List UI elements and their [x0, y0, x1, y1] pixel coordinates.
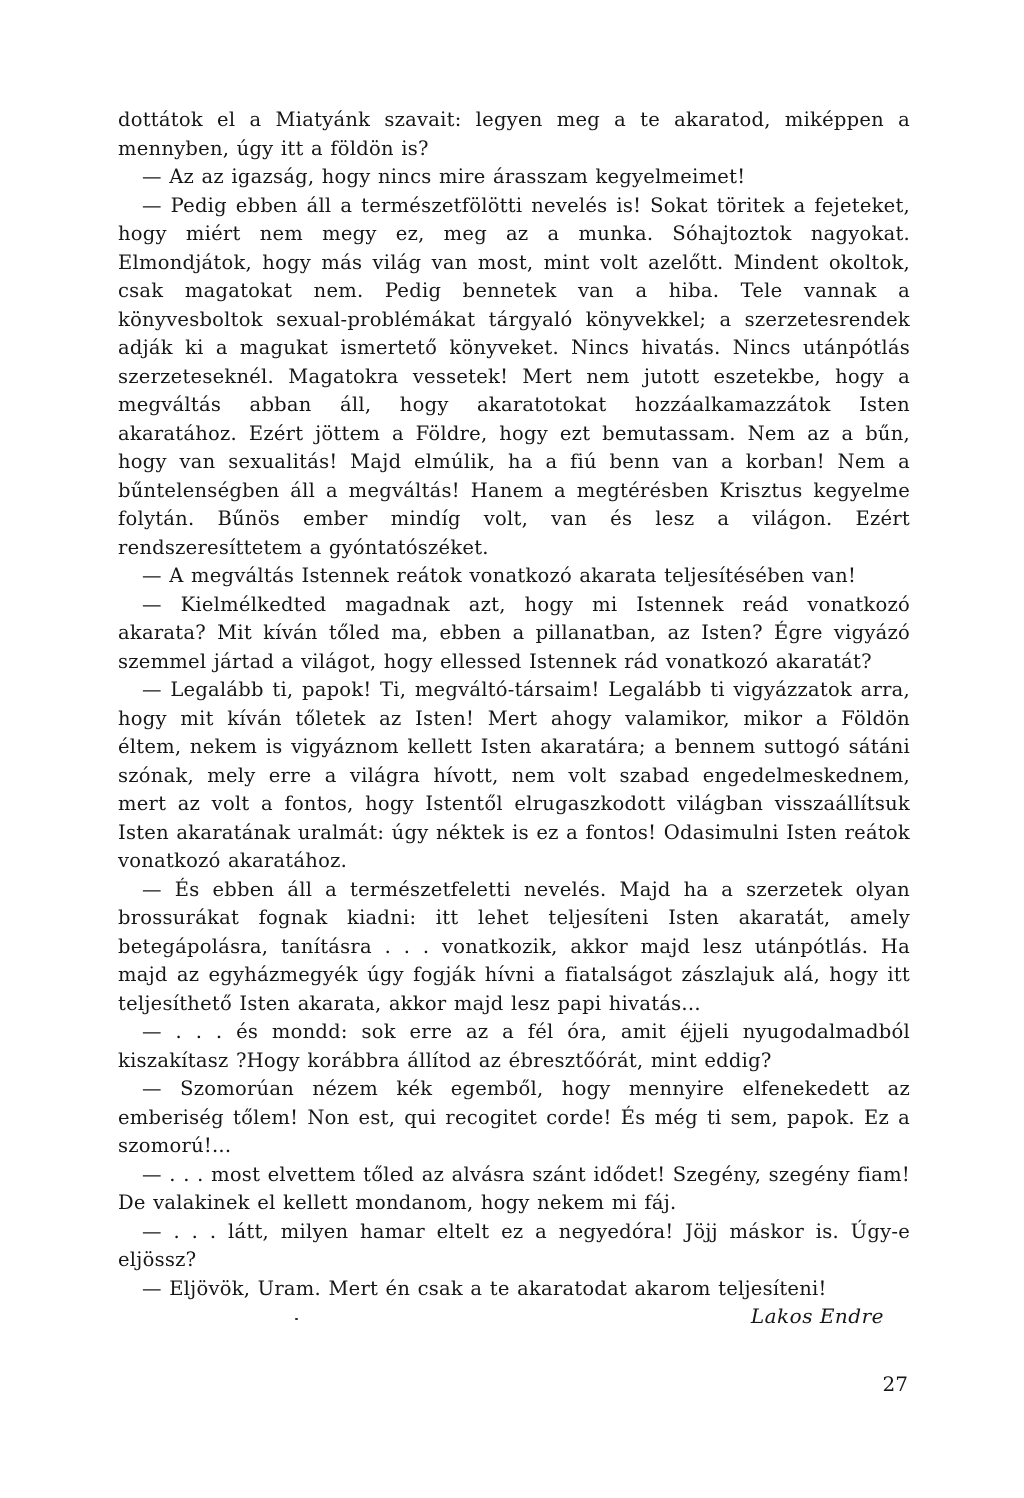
dialogue-paragraph: — Pedig ebben áll a természetfölötti nevelés is! Sokat töritek a fejeteket, hogy miért nem megy ez, meg az a munka. Sóhajtoztok nagyokat. Elmondjátok, hogy más világ van most, mint volt azelőtt. Mindent okoltok, csak magatokat nem. Pedig bennetek van a hiba. Tele vannak a könyvesboltok sexual-problémákat tárgyaló könyvekkel; a szerzetesrendek adják ki a magukat ismertető könyveket. Nincs hivatás. Nincs utánpótlás szerzeteseknél. Magatokra vessetek! Mert nem jutott eszetekbe, hogy a megváltás abban áll, hogy akaratotokat hozzáalkamazzátok Isten akaratához. Ezért jöttem a Földre, hogy ezt bemutassam. Nem az a bűn, hogy van sexualitás! Majd elmúlik, ha a fiú benn van a korban! Nem a bűntelenségben áll a megváltás! Hanem a megtérésben Krisztus kegyelme folytán. Bűnös ember mindíg volt, van és lesz a világon. Ezért rendszeresíttetem a gyóntatószéket. [118, 193, 910, 559]
dialogue-paragraph: — Legalább ti, papok! Ti, megváltó-társaim! Legalább ti vigyázzatok arra, hogy mit kíván tőletek az Isten! Mert ahogy valamikor, mikor a Földön éltem, nekem is vigyáznom kellett Isten akaratára; a bennem suttogó sátáni szónak, mely erre a világra hívott, nem volt szabad engedelmeskednem, mert az volt a fontos, hogy Istentől elrugaszkodott világban visszaállítsuk Isten akaratának uralmát: úgy néktek is ez a fontos! Odasimulni Isten reátok vonatkozó akaratához. [118, 678, 910, 872]
page-number: 27 [882, 1372, 908, 1396]
dialogue-paragraph: — Kielmélkedted magadnak azt, hogy mi Istennek reád vonatkozó akarata? Mit kíván tőled ma, ebben a pillanatban, az Isten? Égre vigyázó szemmel jártad a világot, hogy ellessed Istennek rád vonatkozó akaratát? [118, 592, 910, 673]
dialogue-paragraph: — Eljövök, Uram. Mert én csak a te akaratodat akarom teljesíteni! [142, 1276, 827, 1300]
author-signature: Lakos Endre [750, 1304, 884, 1328]
print-speck [295, 1318, 298, 1320]
dialogue-paragraph: — Az az igazság, hogy nincs mire árasszam kegyelmeimet! [142, 165, 746, 188]
paragraph-continuation: dottátok el a Miatyánk szavait: legyen meg a te akaratod, miképpen a mennyben, úgy itt a földön is? [118, 108, 910, 160]
dialogue-paragraph: — . . . most elvettem tőled az alvásra szánt idődet! Szegény, szegény fiam! De valakinek el kellett mondanom, hogy nekem mi fáj. [118, 1162, 910, 1214]
body-text [118, 106, 910, 1303]
dialogue-paragraph: — . . . és mondd: sok erre az a fél óra, amit éjjeli nyugodalmadból kiszakítasz ?Hogy korábbra állítod az ébresztőórát, mint eddig? [118, 1020, 910, 1072]
book-page [118, 0, 910, 1498]
dialogue-paragraph: — Szomorúan nézem kék egemből, hogy mennyire elfenekedett az emberiség tőlem! Non est, qui recogitet corde! És még ti sem, papok. Ez a szomorú!... [118, 1077, 910, 1157]
dialogue-paragraph: — A megváltás Istennek reátok vonatkozó akarata teljesítésében van! [142, 564, 857, 587]
dialogue-paragraph: — És ebben áll a természetfeletti nevelés. Majd ha a szerzetek olyan brossurákat fognak kiadni: itt lehet teljesíteni Isten akaratát, amely betegápolásra, tanításra . . . vonatkozik, akkor majd lesz utánpótlás. Ha majd az egyházmegyék úgy fogják hívni a fiatalságot zászlajuk alá, hogy itt teljesíthető Isten akarata, akkor majd lesz papi hivatás... [118, 877, 910, 1015]
dialogue-paragraph: — . . . látt, milyen hamar eltelt ez a negyedóra! Jöjj máskor is. Úgy-e eljössz? [118, 1219, 910, 1271]
